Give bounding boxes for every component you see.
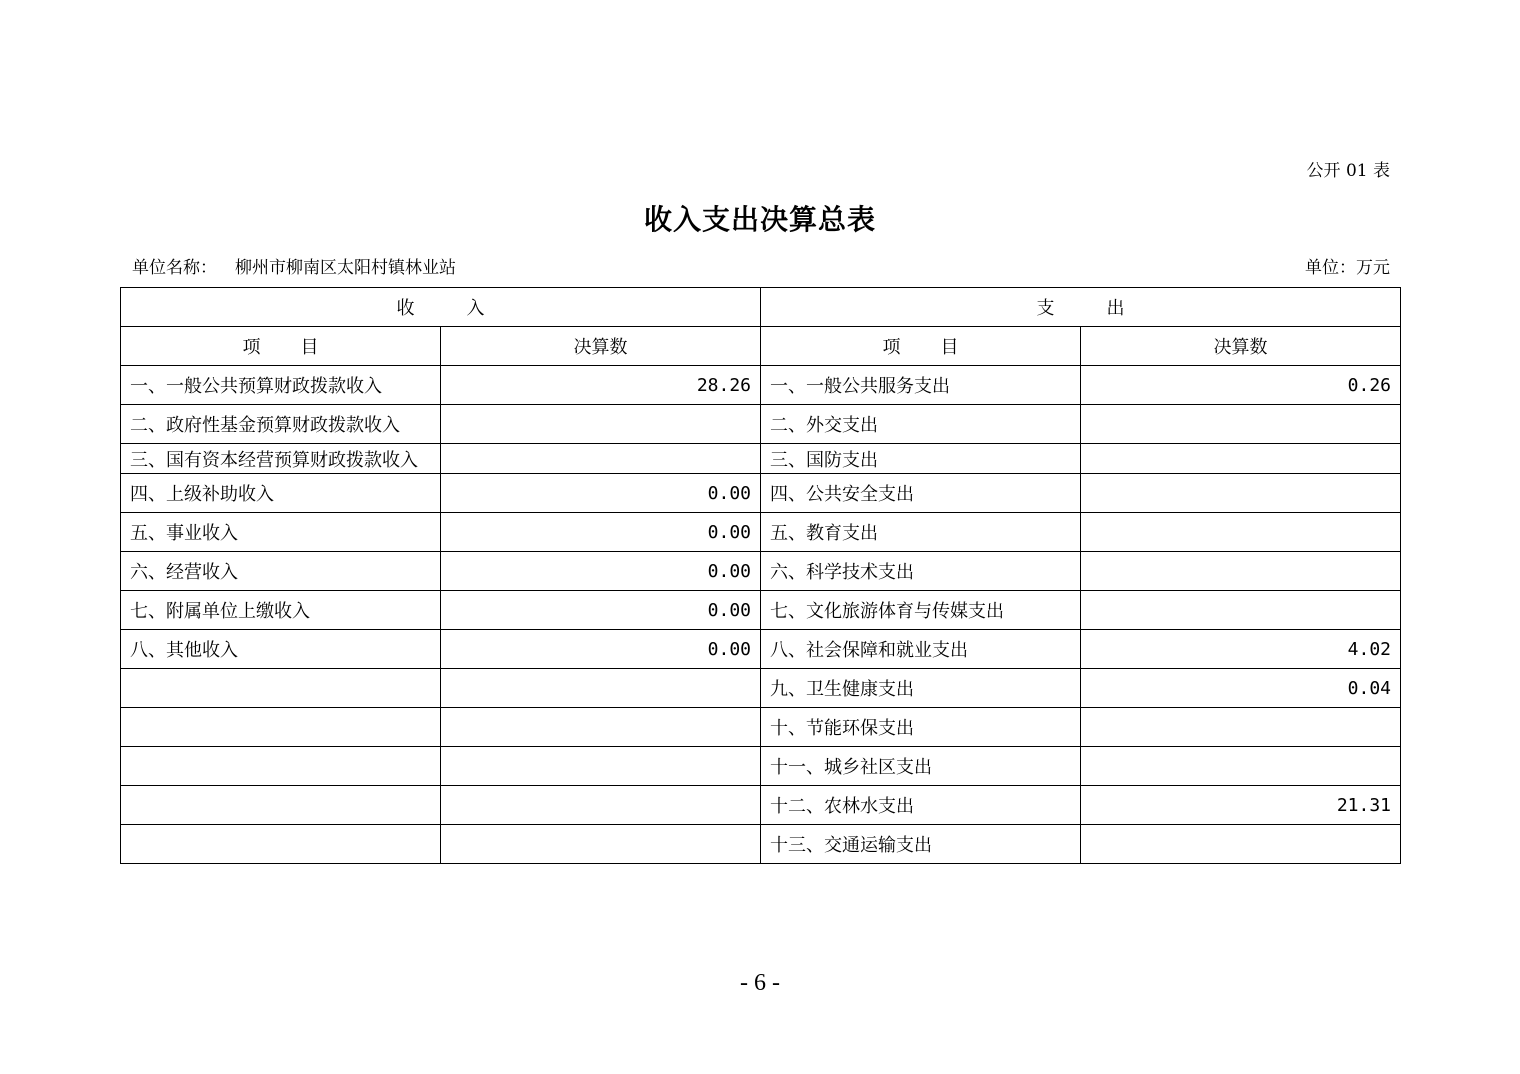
- expense-item-cell: 四、公共安全支出: [761, 474, 1081, 513]
- income-item-cell: 五、事业收入: [121, 513, 441, 552]
- form-code: 公开 01 表: [1306, 161, 1390, 181]
- income-amount-cell: [441, 747, 761, 786]
- expense-header-char-1: 支: [1036, 298, 1055, 319]
- income-item-cell: 一、一般公共预算财政拨款收入: [121, 366, 441, 405]
- income-item-cell: [121, 786, 441, 825]
- expense-section-header: [761, 288, 1401, 327]
- expense-amount-cell: [1081, 552, 1401, 591]
- income-amount-cell: [441, 708, 761, 747]
- table-row: [121, 405, 1401, 444]
- income-item-cell: [121, 708, 441, 747]
- expense-item-cell: 十二、农林水支出: [761, 786, 1081, 825]
- income-amount-cell: [441, 786, 761, 825]
- income-item-cell: [121, 669, 441, 708]
- expense-amount-cell: 0.26: [1081, 366, 1401, 405]
- expense-amount-cell: [1081, 444, 1401, 474]
- table-row: [121, 708, 1401, 747]
- expense-amount-cell: [1081, 405, 1401, 444]
- income-header-char-1: 收: [396, 298, 415, 319]
- page-number: - 6 -: [740, 970, 780, 996]
- table-row: [121, 366, 1401, 405]
- expense-amount-header: 决算数: [1081, 327, 1401, 366]
- income-amount-cell: 28.26: [441, 366, 761, 405]
- expense-amount-cell: [1081, 708, 1401, 747]
- currency-unit-label: 单位：万元: [1305, 258, 1390, 278]
- income-amount-cell: [441, 669, 761, 708]
- income-item-cell: 六、经营收入: [121, 552, 441, 591]
- income-amount-cell: [441, 405, 761, 444]
- expense-amount-cell: [1081, 825, 1401, 864]
- income-amount-cell: [441, 825, 761, 864]
- income-item-cell: 三、国有资本经营预算财政拨款收入: [121, 444, 441, 474]
- income-amount-cell: [441, 444, 761, 474]
- expense-item-cell: 八、社会保障和就业支出: [761, 630, 1081, 669]
- expense-item-cell: 十一、城乡社区支出: [761, 747, 1081, 786]
- table-row: [121, 747, 1401, 786]
- income-amount-cell: 0.00: [441, 630, 761, 669]
- expense-item-cell: 十、节能环保支出: [761, 708, 1081, 747]
- income-item-cell: 八、其他收入: [121, 630, 441, 669]
- page-title: 收入支出决算总表: [643, 203, 876, 236]
- table-row: [121, 786, 1401, 825]
- unit-name-block: [132, 256, 456, 280]
- unit-name-label: 单位名称：: [132, 258, 217, 278]
- income-amount-header: 决算数: [441, 327, 761, 366]
- item-header-char-2: 目: [940, 337, 959, 358]
- item-header-char-1: 项: [242, 337, 261, 358]
- expense-item-cell: 五、教育支出: [761, 513, 1081, 552]
- income-item-header: [121, 327, 441, 366]
- expense-amount-cell: [1081, 474, 1401, 513]
- table-row: [121, 474, 1401, 513]
- expense-item-cell: 六、科学技术支出: [761, 552, 1081, 591]
- table-row: [121, 513, 1401, 552]
- expense-amount-cell: [1081, 591, 1401, 630]
- income-amount-cell: 0.00: [441, 513, 761, 552]
- expense-item-cell: 十三、交通运输支出: [761, 825, 1081, 864]
- expense-item-cell: 三、国防支出: [761, 444, 1081, 474]
- expense-item-cell: 一、一般公共服务支出: [761, 366, 1081, 405]
- income-item-cell: 七、附属单位上缴收入: [121, 591, 441, 630]
- income-section-header: [121, 288, 761, 327]
- table-row: [121, 630, 1401, 669]
- income-amount-cell: 0.00: [441, 474, 761, 513]
- income-item-cell: 四、上级补助收入: [121, 474, 441, 513]
- table-body: [121, 288, 1401, 864]
- expense-item-cell: 九、卫生健康支出: [761, 669, 1081, 708]
- income-amount-cell: 0.00: [441, 552, 761, 591]
- expense-amount-cell: 0.04: [1081, 669, 1401, 708]
- income-item-cell: [121, 747, 441, 786]
- expense-header-char-2: 出: [1106, 298, 1125, 319]
- item-header-char-1: 项: [882, 337, 901, 358]
- expense-item-header: [761, 327, 1081, 366]
- table-row: [121, 444, 1401, 474]
- table-row: [121, 552, 1401, 591]
- table-row: [121, 825, 1401, 864]
- column-header-row: [121, 327, 1401, 366]
- table-row: [121, 591, 1401, 630]
- income-item-cell: [121, 825, 441, 864]
- income-header-char-2: 入: [466, 298, 485, 319]
- expense-amount-cell: 4.02: [1081, 630, 1401, 669]
- unit-name-value: 柳州市柳南区太阳村镇林业站: [235, 258, 456, 278]
- unit-info-row: [132, 256, 1390, 280]
- expense-item-cell: 二、外交支出: [761, 405, 1081, 444]
- income-expense-table: [120, 287, 1401, 864]
- income-item-cell: 二、政府性基金预算财政拨款收入: [121, 405, 441, 444]
- income-amount-cell: 0.00: [441, 591, 761, 630]
- item-header-char-2: 目: [300, 337, 319, 358]
- expense-amount-cell: [1081, 513, 1401, 552]
- section-header-row: [121, 288, 1401, 327]
- expense-amount-cell: [1081, 747, 1401, 786]
- expense-amount-cell: 21.31: [1081, 786, 1401, 825]
- table-row: [121, 669, 1401, 708]
- expense-item-cell: 七、文化旅游体育与传媒支出: [761, 591, 1081, 630]
